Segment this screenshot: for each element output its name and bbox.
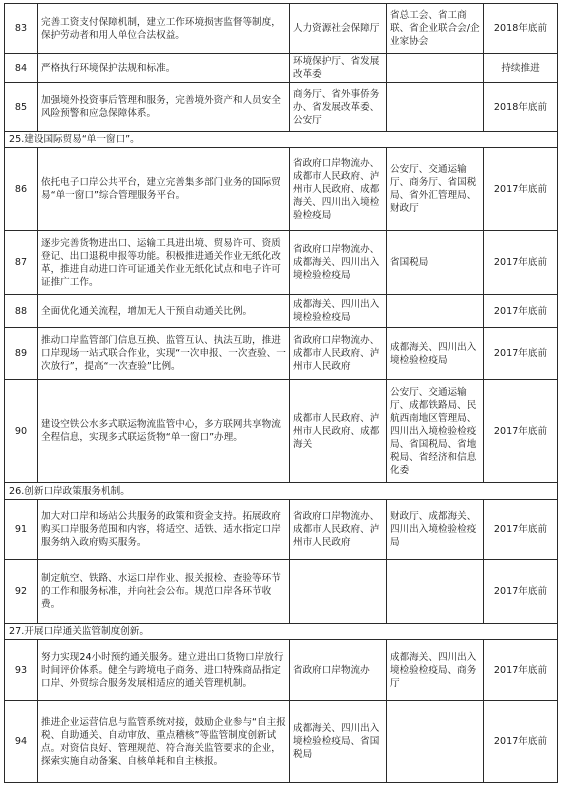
deadline: 2017年底前 xyxy=(484,701,558,783)
lead-department: 省政府口岸物流办、成都海关、四川出入境检验检疫局 xyxy=(290,231,387,295)
table-row xyxy=(5,295,558,328)
deadline: 2017年底前 xyxy=(484,328,558,380)
deadline: 2017年底前 xyxy=(484,640,558,701)
cooperating-department xyxy=(387,295,484,328)
lead-department xyxy=(290,560,387,624)
row-number: 92 xyxy=(5,560,38,624)
row-number: 89 xyxy=(5,328,38,380)
cooperating-department: 省国税局 xyxy=(387,231,484,295)
deadline: 2017年底前 xyxy=(484,148,558,231)
table-row xyxy=(5,640,558,701)
row-number: 85 xyxy=(5,83,38,132)
row-number: 93 xyxy=(5,640,38,701)
table-row xyxy=(5,4,558,54)
deadline: 持续推进 xyxy=(484,54,558,83)
table-row xyxy=(5,328,558,380)
lead-department: 省政府口岸物流办、成都市人民政府、泸州市人民政府、成都海关、四川出入境检验检疫局 xyxy=(290,148,387,231)
cooperating-department xyxy=(387,54,484,83)
table-row xyxy=(5,54,558,83)
section-heading: 26.创新口岸政策服务机制。 xyxy=(5,483,558,500)
task-description: 制定航空、铁路、水运口岸作业、报关报检、查验等环节的工作和服务标准，并向社会公布。规范口岸各环节收费。 xyxy=(38,560,290,624)
cooperating-department: 省总工会、省工商联、省企业联合会/企业家协会 xyxy=(387,4,484,54)
task-description: 加大对口岸和场站公共服务的政策和资金支持。拓展政府购买口岸服务范围和内容，将适空、适铁、适水指定口岸服务纳入政府购买服务。 xyxy=(38,500,290,560)
section-heading: 25.建设国际贸易“单一窗口”。 xyxy=(5,132,558,148)
table-row xyxy=(5,500,558,560)
lead-department: 省政府口岸物流办、成都市人民政府、泸州市人民政府 xyxy=(290,500,387,560)
table-row xyxy=(5,148,558,231)
deadline: 2018年底前 xyxy=(484,4,558,54)
table-row xyxy=(5,701,558,783)
task-description: 完善工资支付保障机制，建立工作环境损害监督等制度，保护劳动者和用人单位合法权益。 xyxy=(38,4,290,54)
deadline: 2017年底前 xyxy=(484,500,558,560)
deadline: 2017年底前 xyxy=(484,560,558,624)
cooperating-department: 公安厅、交通运输厅、成都铁路局、民航西南地区管理局、四川出入境检验检疫局、省国税局、省地税局、省经济和信息化委 xyxy=(387,380,484,483)
cooperating-department: 公安厅、交通运输厅、商务厅、省国税局、省外汇管理局、财政厅 xyxy=(387,148,484,231)
section-heading-row xyxy=(5,132,558,148)
row-number: 83 xyxy=(5,4,38,54)
task-description: 逐步完善货物进出口、运输工具进出境、贸易许可、资质登记、出口退税申报等功能。积极推进通关作业无纸化改革，推进自动进口许可证通关作业无纸化试点和电子许可证推广工作。 xyxy=(38,231,290,295)
section-heading-row xyxy=(5,624,558,640)
deadline: 2018年底前 xyxy=(484,83,558,132)
lead-department: 省政府口岸物流办、成都市人民政府、泸州市人民政府 xyxy=(290,328,387,380)
cooperating-department xyxy=(387,560,484,624)
table-row xyxy=(5,83,558,132)
task-description: 努力实现24小时预约通关服务。建立进出口货物口岸放行时间评价体系。健全与跨境电子商务、进口特殊商品指定口岸、外贸综合服务发展相适应的通关管理机制。 xyxy=(38,640,290,701)
row-number: 88 xyxy=(5,295,38,328)
cooperating-department: 成都海关、四川出入境检验检疫局、商务厅 xyxy=(387,640,484,701)
deadline: 2017年底前 xyxy=(484,231,558,295)
table-row xyxy=(5,231,558,295)
row-number: 86 xyxy=(5,148,38,231)
task-description: 严格执行环境保护法规和标准。 xyxy=(38,54,290,83)
lead-department: 环境保护厅、省发展改革委 xyxy=(290,54,387,83)
lead-department: 人力资源社会保障厅 xyxy=(290,4,387,54)
lead-department: 商务厅、省外事侨务办、省发展改革委、公安厅 xyxy=(290,83,387,132)
deadline: 2017年底前 xyxy=(484,295,558,328)
cooperating-department xyxy=(387,83,484,132)
task-description: 依托电子口岸公共平台，建立完善集多部门业务的国际贸易“单一窗口”综合管理服务平台。 xyxy=(38,148,290,231)
task-description: 推进企业运营信息与监管系统对接，鼓励企业参与“自主报税、自助通关、自动审放、重点稽核”等监管制度创新试点。对资信良好、管理规范、符合海关监管要求的企业，探索实施自动备案、自核单耗和自主核报。 xyxy=(38,701,290,783)
section-heading-row xyxy=(5,483,558,500)
row-number: 87 xyxy=(5,231,38,295)
cooperating-department: 成都海关、四川出入境检验检疫局 xyxy=(387,328,484,380)
cooperating-department xyxy=(387,701,484,783)
row-number: 94 xyxy=(5,701,38,783)
lead-department: 成都海关、四川出入境检验检疫局 xyxy=(290,295,387,328)
section-heading: 27.开展口岸通关监管制度创新。 xyxy=(5,624,558,640)
task-description: 建设空铁公水多式联运物流监管中心，多方联网共享物流全程信息，实现多式联运货物“单一窗口”办理。 xyxy=(38,380,290,483)
task-description: 全面优化通关流程，增加无人干预自动通关比例。 xyxy=(38,295,290,328)
row-number: 90 xyxy=(5,380,38,483)
lead-department: 成都市人民政府、泸州市人民政府、成都海关 xyxy=(290,380,387,483)
deadline: 2017年底前 xyxy=(484,380,558,483)
row-number: 84 xyxy=(5,54,38,83)
lead-department: 成都海关、四川出入境检验检疫局、省国税局 xyxy=(290,701,387,783)
lead-department: 省政府口岸物流办 xyxy=(290,640,387,701)
task-description: 推动口岸监管部门信息互换、监管互认、执法互助，推进口岸现场一站式联合作业，实现“一次申报、一次查验、一次放行”，提高“一次查验”比例。 xyxy=(38,328,290,380)
policy-task-table xyxy=(4,3,558,783)
cooperating-department: 财政厅、成都海关、四川出入境检验检疫局 xyxy=(387,500,484,560)
row-number: 91 xyxy=(5,500,38,560)
task-description: 加强境外投资事后管理和服务，完善境外资产和人员安全风险预警和应急保障体系。 xyxy=(38,83,290,132)
table-row xyxy=(5,380,558,483)
table-row xyxy=(5,560,558,624)
